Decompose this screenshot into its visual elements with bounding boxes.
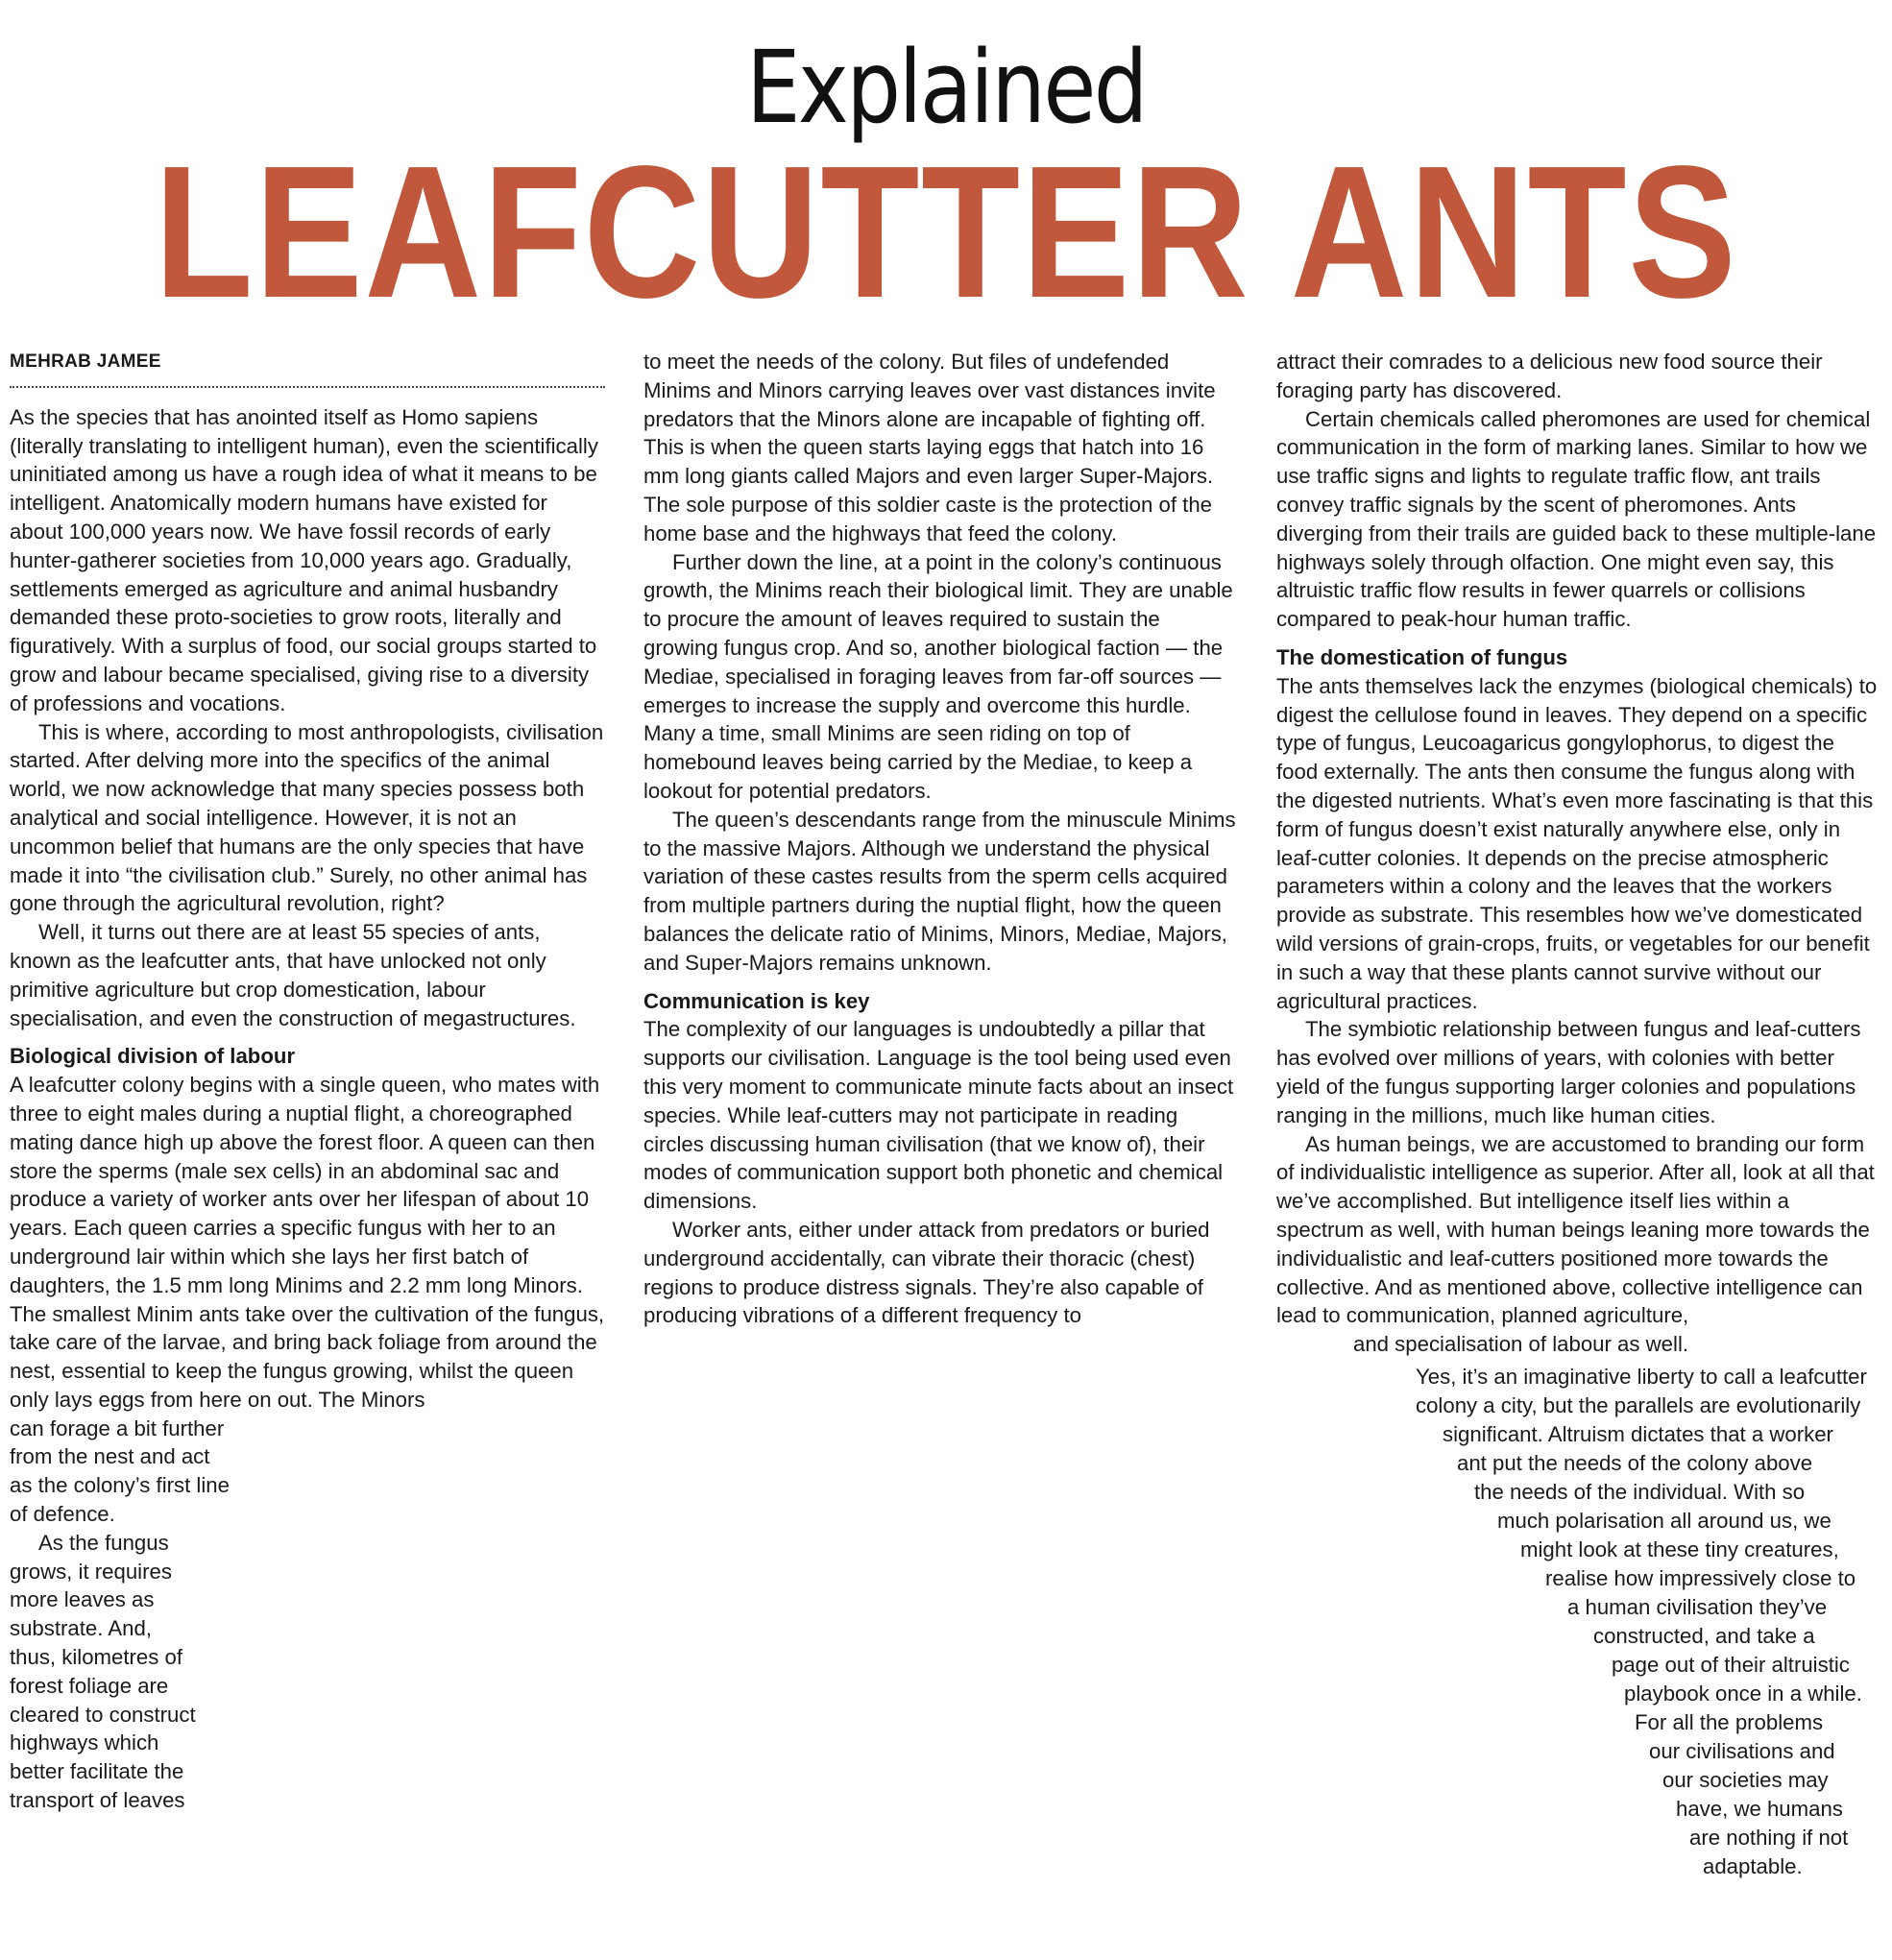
closing-line: ant put the needs of the colony above [1457,1450,1813,1475]
paragraph-end: and specialisation of labour as well. [1353,1332,1689,1357]
closing-line: significant. Altruism dictates that a worker [1443,1421,1833,1446]
closing-line: Yes, it’s an imaginative liberty to call a leafcutter [1416,1364,1867,1389]
byline: MEHRAB JAMEE [10,348,605,388]
paragraph: attract their comrades to a delicious new food source their foraging party has discovered. [1276,350,1823,402]
paragraph: to meet the needs of the colony. But files of undefended Minims and Minors carrying leaves over vast distances invite predators that the Minors alone are incapable of fighting off. This is when the queen starts laying eggs that hatch into 16 mm long giants called Majors and even larger Super-Majors. The sole purpose of this soldier caste is the protection of the home base and the highways that feed the colony. [643,350,1216,545]
closing-line: realise how impressively close to [1545,1565,1856,1590]
subhead-division-of-labour: Biological division of labour [10,1044,296,1069]
headline: LEAFCUTTER ANTS [154,127,1738,337]
closing-line: our civilisations and [1649,1738,1835,1763]
tapered-closing-paragraph [1276,1363,1881,1920]
paragraph: As the species that has anointed itself as Homo sapiens (literally translating to intelligent human), even the scientifically uninitiated among us have a rough idea of what it means to be intelligent. Anatomically modern humans have existed for about 100,000 years now. We have fossil records of early hunter-gatherer societies from 10,000 years ago. Gradually, settlements emerged as agriculture and animal husbandry demanded these proto-societies to grow roots, literally and figuratively. With a surplus of food, our social groups started to grow and labour became specialised, giving rise to a diversity of professions and vocations. [10,404,598,715]
paragraph: As the fungus grows, it requires more leaves as substrate. And, thus, kilometres of forest foliage are cleared to construct highways which better facilitate the transport of leaves [10,1530,196,1813]
closing-line: adaptable. [1703,1853,1803,1878]
subhead-communication: Communication is key [643,988,870,1013]
closing-line: have, we humans [1676,1796,1843,1821]
paragraph: Certain chemicals called pheromones are used for chemical communication in the form of marking lanes. Similar to how we use traffic signs and lights to regulate traffic flow, ant trails convey traffic signals by the scent of pheromones. Ants diverging from their trails are guided back to these multiple-lane highways solely through olfaction. One might even say, this altruistic traffic flow results in fewer quarrels or collisions compared to peak-hour human traffic. [1276,406,1877,632]
closing-line: constructed, and take a [1593,1623,1815,1648]
closing-line: might look at these tiny creatures, [1520,1537,1839,1561]
column-3 [1276,348,1881,1920]
kicker-title: Explained [746,29,1146,146]
paragraph: Well, it turns out there are at least 55 species of ants, known as the leafcutter ants, that have unlocked not only primitive agriculture but crop domestication, labour specialisation, and even the construction of megastructures. [10,920,576,1030]
paragraph: The ants themselves lack the enzymes (biological chemicals) to digest the cellulose found in leaves. They depend on a specific type of fungus, Leucoagaricus gongylophorus, to digest the food externally. The ants then consume the fungus along with the digested nutrients. What’s even more fascinating is that this form of fungus doesn’t exist naturally anywhere else, only in leaf-cutter colonies. It depends on the precise atmospheric parameters within a colony and the leaves that the workers provide as substrate. This resembles how we’ve domesticated wild versions of grain-crops, fruits, or vegetables for our benefit in such a way that these plants cannot survive without our agricultural practices. [1276,673,1878,1013]
column-1 [10,348,605,1815]
narrow-text-block [10,1415,605,1815]
paragraph: A leafcutter colony begins with a single queen, who mates with three to eight males during a nuptial flight, a choreographed mating dance high up above the forest floor. A queen can then store the sperms (male sex cells) in an abdominal sac and produce a variety of worker ants over her lifespan of about 10 years. Each queen carries a specific fungus with her to an underground lair within which she lays her first batch of daughters, the 1.5 mm long Minims and 2.2 mm long Minors. The smallest Minim ants take over the cultivation of the fungus, take care of the larvae, and bring back foliage from around the nest, essential to keep the fungus growing, whilst the queen only lays eggs from here on out. The Minors [10,1073,605,1412]
closing-line: our societies may [1662,1767,1829,1792]
paragraph: The complexity of our languages is undoubtedly a pillar that supports our civilisation. Language is the tool being used even this very moment to communicate minute facts about an insect species. While leaf-cutters may not participate in reading circles discussing human civilisation (that we know of), their modes of communication support both phonetic and chemical dimensions. [643,1017,1234,1214]
paragraph: This is where, according to most anthropologists, civilisation started. After delving more into the specifics of the animal world, we now acknowledge that many species possess both analytical and social intelligence. However, it is not an uncommon belief that humans are the only species that have made it into “the civilisation club.” Surely, no other animal has gone through the agricultural revolution, right? [10,719,604,916]
closing-line: the needs of the individual. With so [1474,1479,1806,1504]
paragraph: As human beings, we are accustomed to branding our form of individualistic intelligence as superior. After all, look at all that we’ve accomplished. But intelligence itself lies within a spectrum as well, with human beings leaning more towards the individualistic and leaf-cutters positioned more towards the collective. And as mentioned above, collective intelligence can lead to communication, planned agriculture, [1276,1131,1875,1328]
closing-line: are nothing if not [1689,1825,1849,1850]
closing-line: page out of their altruistic [1612,1652,1850,1677]
closing-line: a human civilisation they’ve [1567,1594,1828,1619]
closing-line: colony a city, but the parallels are evolutionarily [1416,1392,1861,1417]
paragraph: The symbiotic relationship between fungus and leaf-cutters has evolved over millions of years, with colonies with better yield of the fungus supporting larger colonies and populations ranging in the millions, much like human cities. [1276,1017,1861,1127]
paragraph: Worker ants, either under attack from predators or buried underground accidentally, can vibrate their thoracic (chest) regions to produce distress signals. They’re also capable of producing vibrations of a different frequency to [643,1217,1210,1328]
column-2 [643,348,1239,1330]
paragraph: The queen’s descendants range from the minuscule Minims to the massive Majors. Although we understand the physical variation of these castes results from the sperm cells acquired from multiple partners during the nuptial flight, how the queen balances the delicate ratio of Minims, Minors, Mediae, Majors, and Super-Majors remains unknown. [643,807,1236,975]
paragraph: can forage a bit further from the nest and act as the colony’s first line of defence. [10,1416,230,1527]
paragraph: Further down the line, at a point in the colony’s continuous growth, the Minims reach their biological limit. They are unable to procure the amount of leaves required to sustain the growing fungus crop. And so, another biological faction — the Mediae, specialised in foraging leaves from far-off sources — emerges to increase the supply and overcome this hurdle. Many a time, small Minims are seen riding on top of homebound leaves being carried by the Mediae, to keep a lookout for potential predators. [643,549,1233,803]
closing-line: much polarisation all around us, we [1497,1508,1831,1533]
subhead-domestication: The domestication of fungus [1276,644,1568,669]
closing-line: playbook once in a while. [1624,1681,1862,1706]
closing-line: For all the problems [1635,1709,1824,1734]
